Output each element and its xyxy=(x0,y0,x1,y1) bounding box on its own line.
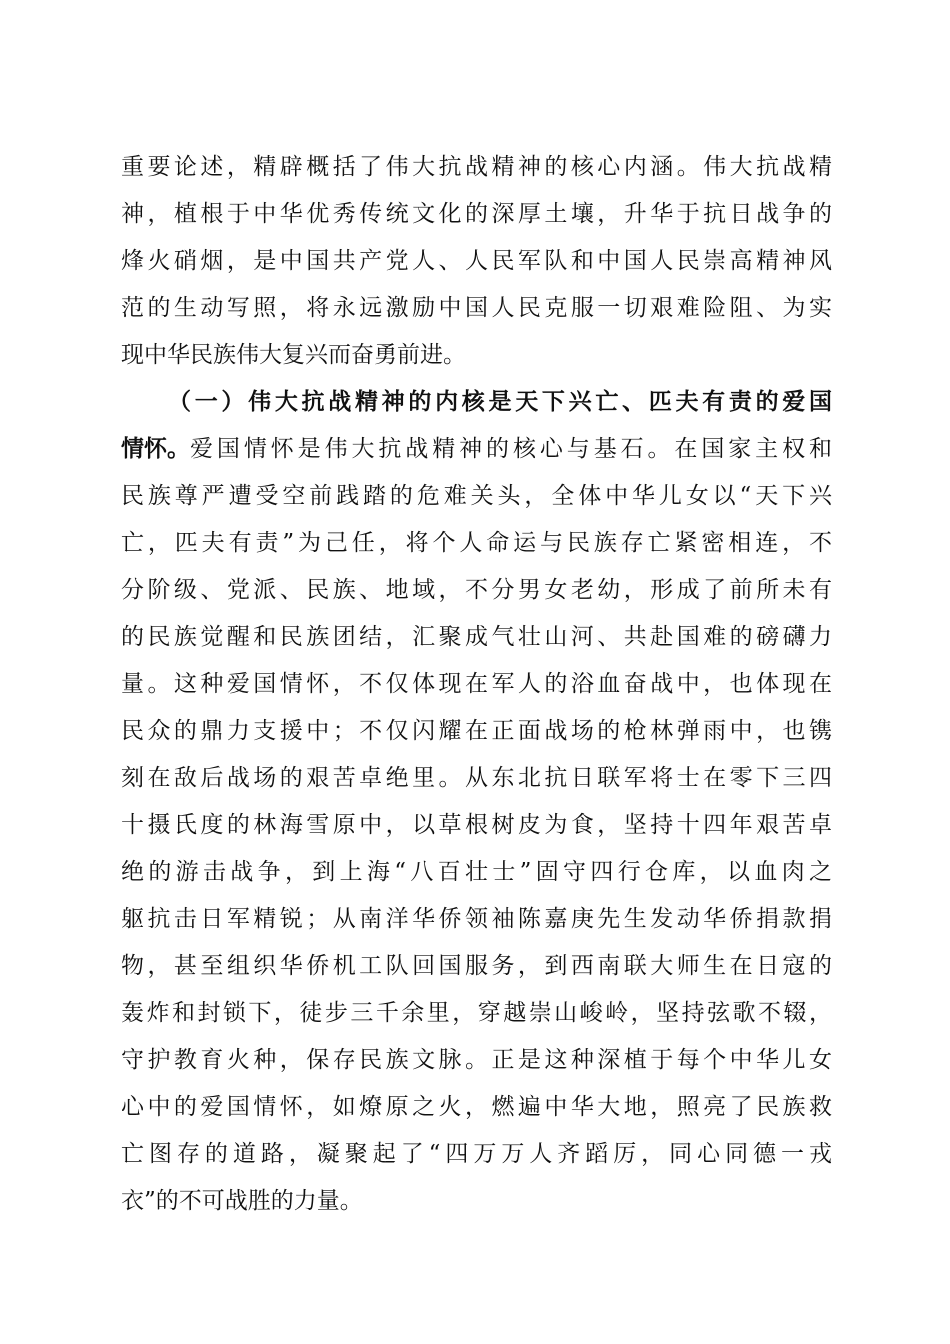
line-text: 绝的游击战争，到上海“八百壮士”固守四行仓库，以血肉之 xyxy=(121,859,837,885)
text-line xyxy=(0,289,950,331)
line-text: 的民族觉醒和民族团结，汇聚成气壮山河、共赴国难的磅礴力 xyxy=(121,624,836,650)
text-line xyxy=(0,336,950,378)
text-line xyxy=(0,1135,950,1177)
text-line xyxy=(0,712,950,754)
text-line xyxy=(0,853,950,895)
line-text: 衣”的不可战胜的力量。 xyxy=(121,1188,363,1214)
text-line xyxy=(0,665,950,707)
line-text: 范的生动写照，将永远激励中国人民克服一切艰难险阻、为实 xyxy=(121,295,836,321)
text-line xyxy=(0,148,950,190)
line-text: 物，甚至组织华侨机工队回国服务，到西南联大师生在日寇的 xyxy=(121,953,836,979)
line-text: 烽火硝烟，是中国共产党人、人民军队和中国人民崇高精神风 xyxy=(121,248,836,274)
line-text: 爱国情怀是伟大抗战精神的核心与基石。在国家主权和 xyxy=(190,436,836,462)
text-line xyxy=(0,618,950,660)
text-line xyxy=(0,242,950,284)
line-text: 重要论述，精辟概括了伟大抗战精神的核心内涵。伟大抗战精 xyxy=(121,154,836,180)
text-line xyxy=(0,477,950,519)
heading-text: （一）伟大抗战精神的内核是天下兴亡、匹夫有责的爱国 xyxy=(168,388,836,415)
text-line xyxy=(0,994,950,1036)
text-line xyxy=(0,571,950,613)
line-text: 刻在敌后战场的艰苦卓绝里。从东北抗日联军将士在零下三四 xyxy=(121,765,836,791)
text-line xyxy=(0,947,950,989)
section-heading xyxy=(0,383,950,425)
line-text: 十摄氏度的林海雪原中，以草根树皮为食，坚持十四年艰苦卓 xyxy=(121,812,836,838)
text-line xyxy=(0,1182,950,1224)
line-text: 分阶级、党派、民族、地域，不分男女老幼，形成了前所未有 xyxy=(121,577,836,603)
line-text: 现中华民族伟大复兴而奋勇前进。 xyxy=(121,342,466,368)
text-line xyxy=(0,759,950,801)
line-text: 守护教育火种，保存民族文脉。正是这种深植于每个中华儿女 xyxy=(121,1047,836,1073)
line-text: 量。这种爱国情怀，不仅体现在军人的浴血奋战中，也体现在 xyxy=(121,671,836,697)
text-line xyxy=(0,900,950,942)
text-line xyxy=(0,1041,950,1083)
line-text: 心中的爱国情怀，如燎原之火，燃遍中华大地，照亮了民族救 xyxy=(121,1094,836,1120)
line-text: 民族尊严遭受空前践踏的危难关头，全体中华儿女以“天下兴 xyxy=(121,483,836,509)
line-text: 轰炸和封锁下，徒步三千余里，穿越崇山峻岭，坚持弦歌不辍， xyxy=(121,1000,835,1026)
line-text: 躯抗击日军精锐；从南洋华侨领袖陈嘉庚先生发动华侨捐款捐 xyxy=(121,906,836,932)
text-line xyxy=(0,524,950,566)
line-text: 亡，匹夫有责”为己任，将个人命运与民族存亡紧密相连，不 xyxy=(121,530,836,556)
heading-text-continued: 情怀。 xyxy=(121,435,190,462)
line-text: 神，植根于中华优秀传统文化的深厚土壤，升华于抗日战争的 xyxy=(121,201,836,227)
text-line xyxy=(0,430,950,472)
text-line xyxy=(0,195,950,237)
line-text: 亡图存的道路，凝聚起了“四万万人齐蹈厉，同心同德一戎 xyxy=(121,1141,837,1167)
line-text: 民众的鼎力支援中；不仅闪耀在正面战场的枪林弹雨中，也镌 xyxy=(121,718,836,744)
text-line xyxy=(0,806,950,848)
text-line xyxy=(0,1088,950,1130)
